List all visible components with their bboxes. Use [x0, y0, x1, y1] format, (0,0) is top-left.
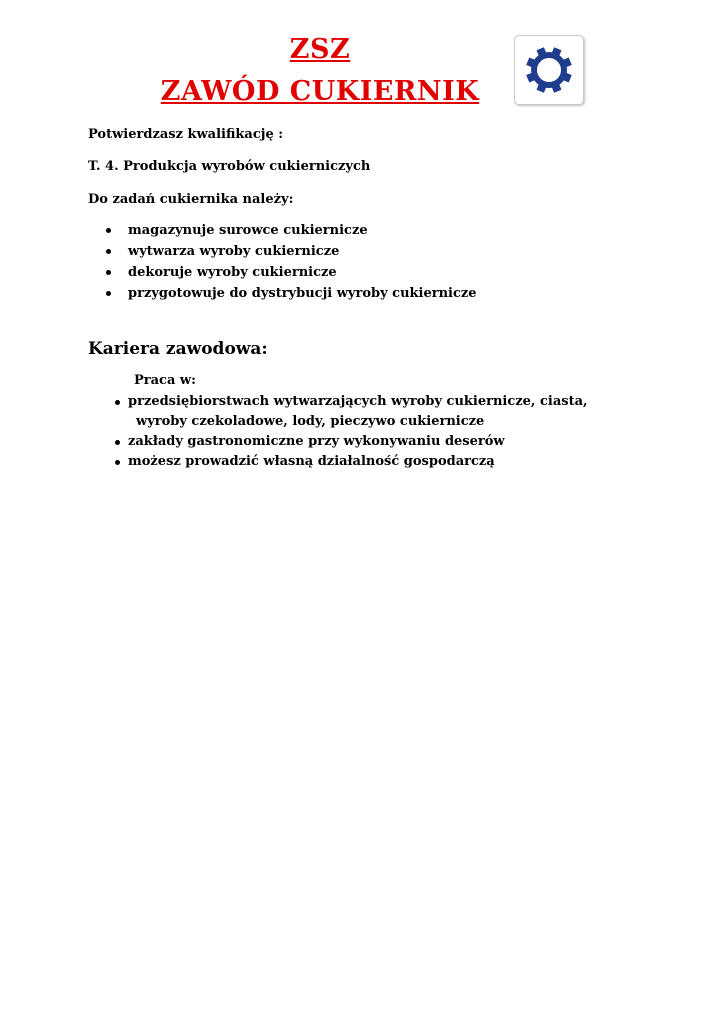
career-heading: Kariera zawodowa:	[88, 339, 268, 359]
career-list	[112, 392, 612, 472]
list-item-line: przedsiębiorstwach wytwarzających wyroby cukiernicze, ciasta,	[128, 394, 588, 409]
qualification-label: Potwierdzasz kwalifikację :	[88, 127, 284, 142]
list-item: dekoruje wyroby cukiernicze	[88, 262, 477, 283]
list-item: magazynuje surowce cukiernicze	[88, 220, 477, 241]
qualification-code: T. 4. Produkcja wyrobów cukierniczych	[88, 159, 371, 174]
list-item-line: wyroby czekoladowe, lody, pieczywo cukiernicze	[136, 414, 485, 429]
title-line-1: ZSZ	[289, 34, 351, 65]
list-item: przygotowuje do dystrybucji wyroby cukiernicze	[88, 283, 477, 304]
list-item: wytwarza wyroby cukiernicze	[88, 241, 477, 262]
school-logo	[514, 35, 584, 105]
list-item	[112, 392, 612, 432]
title-line-2: ZAWÓD CUKIERNIK	[160, 76, 480, 107]
gear-icon	[523, 44, 575, 96]
list-item: zakłady gastronomiczne przy wykonywaniu deserów	[112, 432, 612, 452]
career-intro: Praca w:	[134, 373, 196, 388]
duties-list	[88, 220, 477, 304]
list-item: możesz prowadzić własną działalność gospodarczą	[112, 452, 612, 472]
duties-heading: Do zadań cukiernika należy:	[88, 192, 294, 207]
